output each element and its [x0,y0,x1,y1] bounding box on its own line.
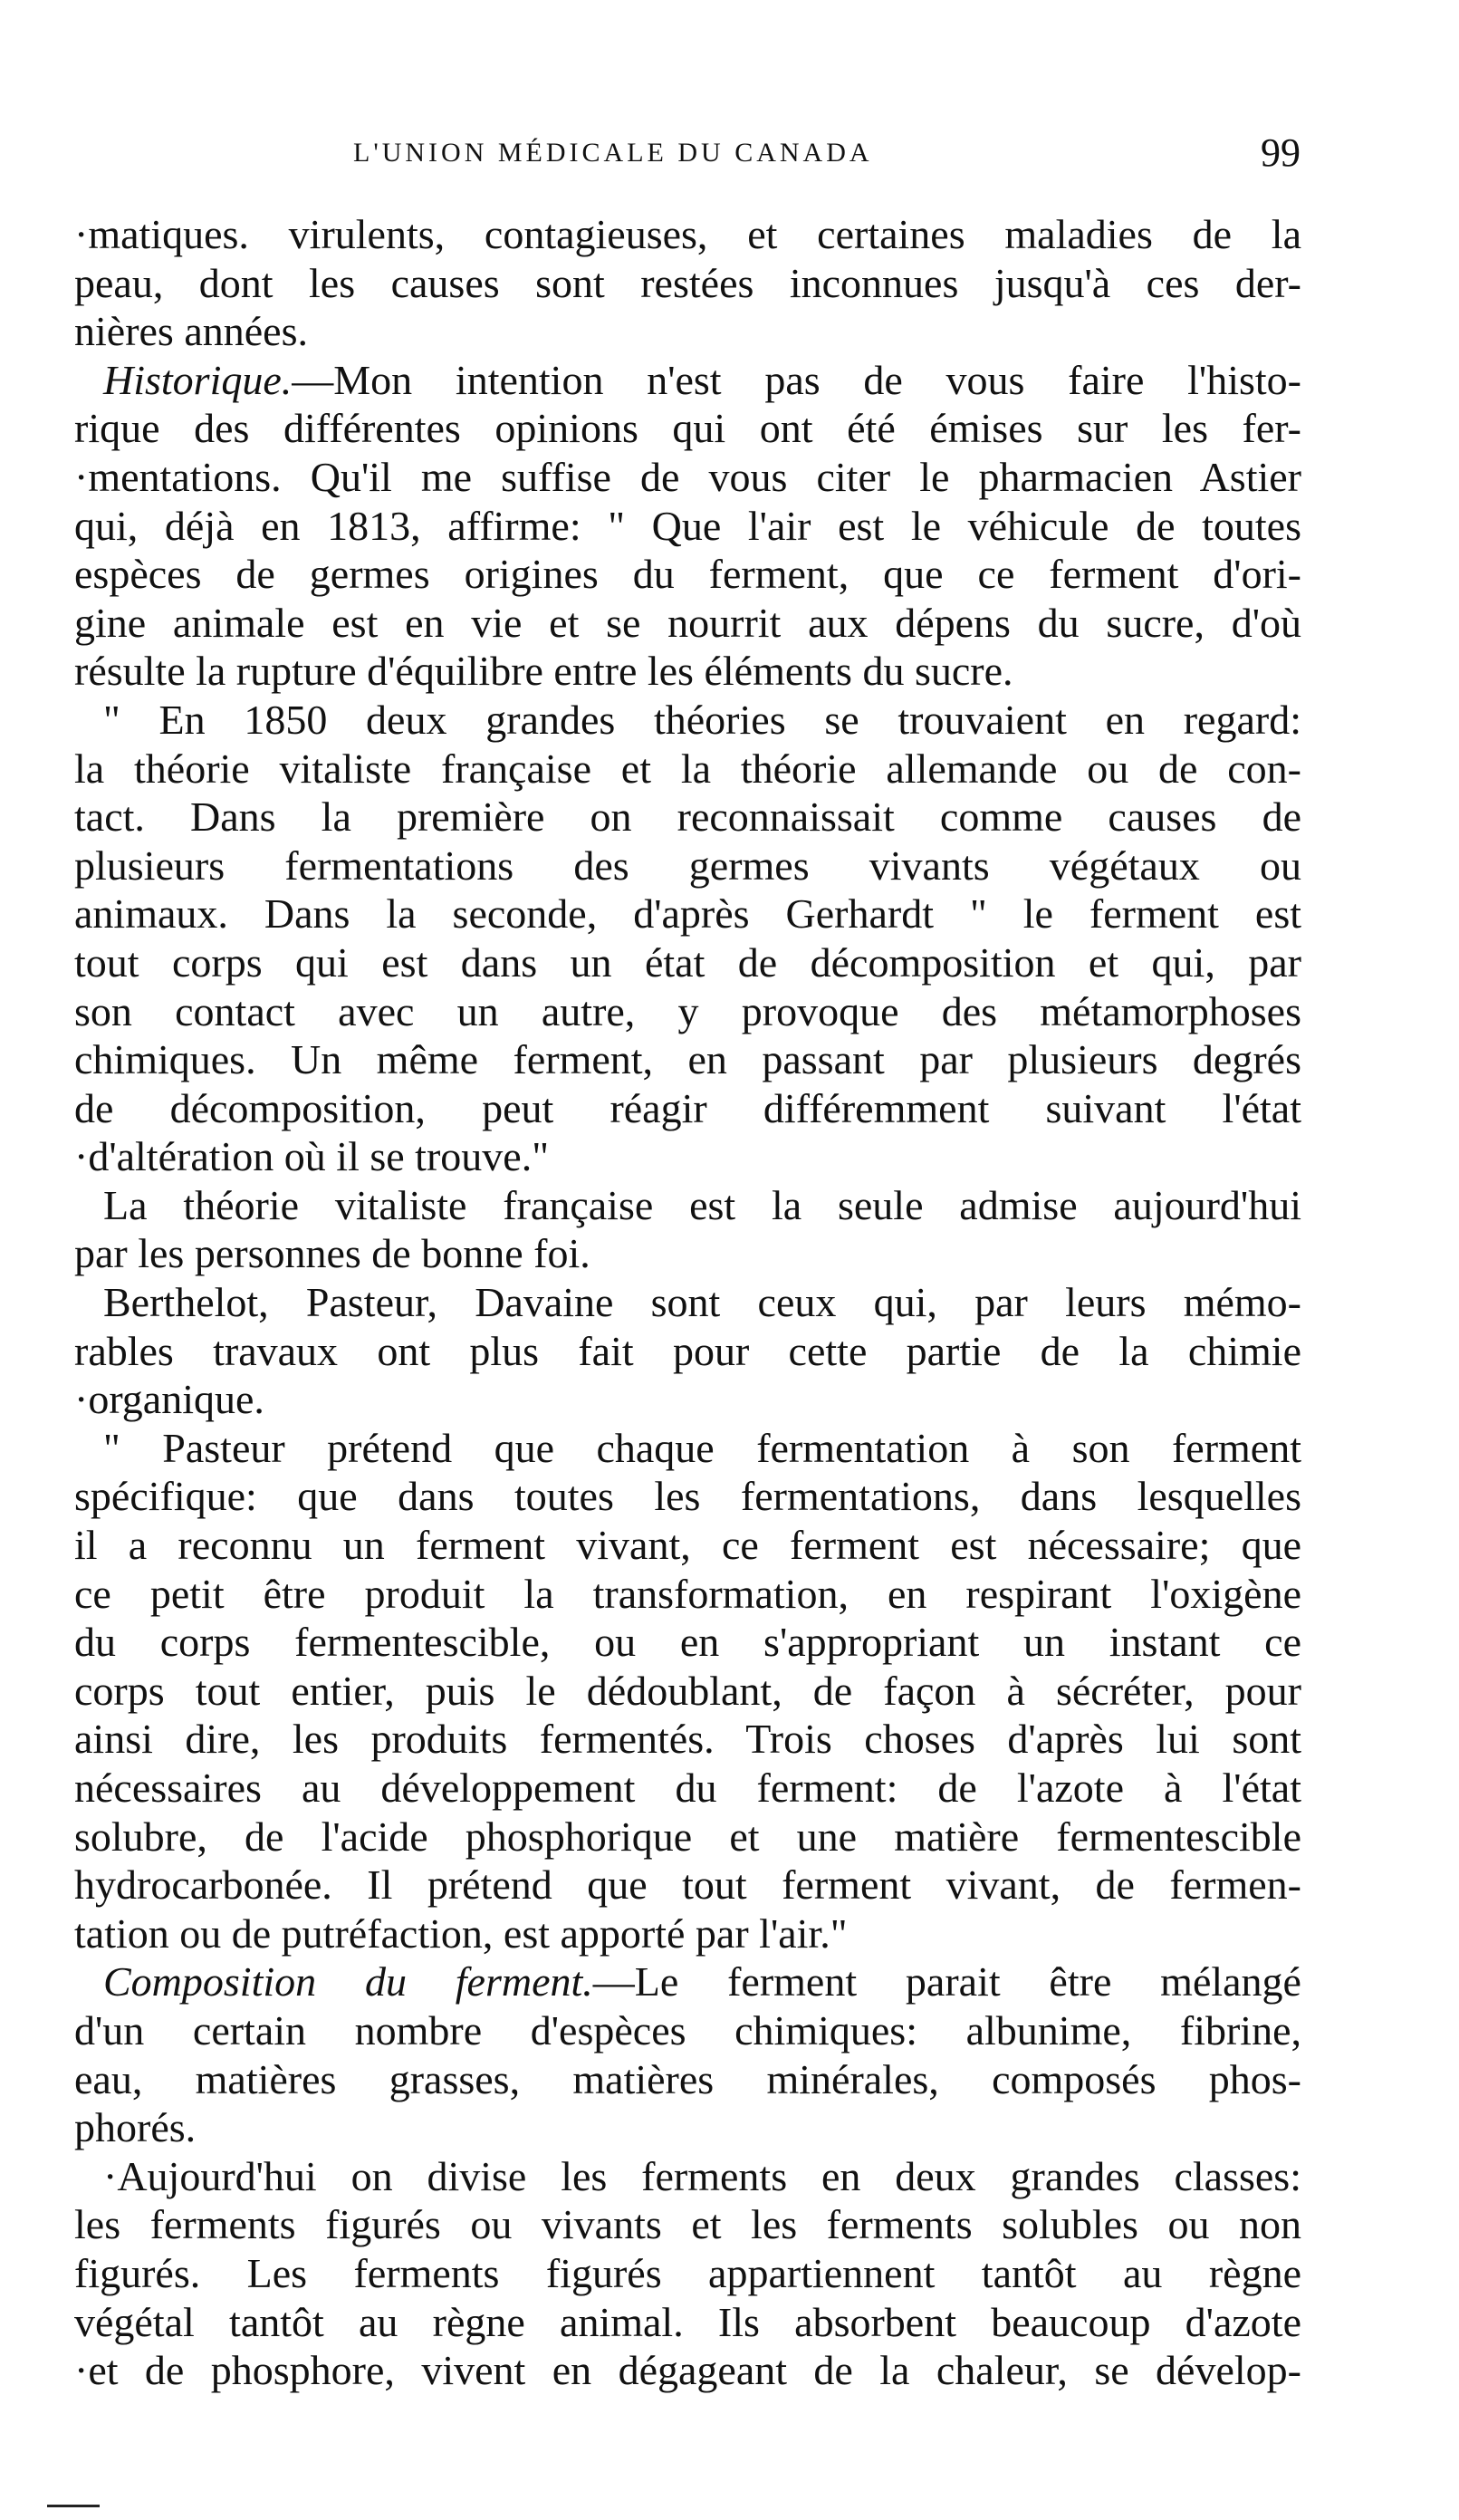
text-line: les ferments figurés ou vivants et les ferments solubles ou non [74,2201,1301,2248]
text-line: corps tout entier, puis le dédoublant, de façon à sécréter, pour [74,1667,1301,1714]
text-line: ·matiques. virulents, contagieuses, et certaines maladies de la [74,211,1301,257]
text-line: ·Aujourd'hui on divise les ferments en deux grandes classes: [103,2152,1301,2199]
text-line: animaux. Dans la seconde, d'après Gerhardt " le ferment est [74,890,1301,938]
text-line: résulte la rupture d'équilibre entre les éléments du sucre. [74,648,1013,695]
text-line: espèces de germes origines du ferment, que ce ferment d'ori- [74,551,1301,598]
text-line: spécifique: que dans toutes les fermentations, dans lesquelles [74,1473,1301,1520]
running-head: L'UNION MÉDICALE DU CANADA [353,138,873,168]
body-text [74,210,1301,2395]
text-line: ·et de phosphore, vivent en dégageant de la chaleur, se dévelop- [74,2347,1301,2394]
text-line: d'un certain nombre d'espèces chimiques: albunime, fibrine, [74,2006,1301,2054]
text-line: rables travaux ont plus fait pour cette partie de la chimie [74,1327,1301,1374]
paragraph-text: —Le ferment parait être mélangé [592,1958,1301,2005]
section-heading-composition: Composition du ferment. [103,1958,593,2005]
text-line: par les personnes de bonne foi. [74,1230,590,1277]
text-line: tout corps qui est dans un état de décomposition et qui, par [74,938,1301,986]
text-line: gine animale est en vie et se nourrit aux dépens du sucre, d'où [74,599,1301,646]
text-line: ·d'altération où il se trouve." [74,1133,549,1180]
page-number: 99 [1261,130,1301,175]
text-line: " En 1850 deux grandes théories se trouvaient en regard: [103,696,1301,743]
text-line: qui, déjà en 1813, affirme: " Que l'air est le véhicule de toutes [74,502,1301,549]
text-line: solubre, de l'acide phosphorique et une matière fermentescible [74,1813,1301,1860]
text-line: La théorie vitaliste française est la seule admise aujourd'hui [103,1181,1301,1228]
text-line: ainsi dire, les produits fermentés. Trois choses d'après lui sont [74,1716,1301,1763]
text-line: la théorie vitaliste française et la théorie allemande ou de con- [74,745,1301,792]
text-line: phorés. [74,2104,197,2151]
text-line: ce petit être produit la transformation, en respirant l'oxigène [74,1570,1301,1617]
section-heading-historique: Historique. [103,356,293,403]
text-line: il a reconnu un ferment vivant, ce ferment est nécessaire; que [74,1522,1301,1569]
text-line: rique des différentes opinions qui ont été émises sur les fer- [74,405,1301,452]
text-line: tation ou de putréfaction, est apporté par l'air." [74,1909,848,1957]
paragraph-text: —Mon intention n'est pas de vous faire l'histo- [292,356,1301,403]
text-line: du corps fermentescible, ou en s'appropriant un instant ce [74,1619,1301,1666]
text-line: tact. Dans la première on reconnaissait comme causes de [74,794,1301,841]
text-line: Berthelot, Pasteur, Davaine sont ceux qui, par leurs mémo- [103,1279,1301,1326]
text-line: nécessaires au développement du ferment: de l'azote à l'état [74,1765,1301,1811]
text-line [74,356,1301,405]
text-line: ·mentations. Qu'il me suffise de vous citer le pharmacien Astier [74,453,1301,500]
text-line: ·organique. [74,1376,264,1423]
text-line: peau, dont les causes sont restées inconnues jusqu'à ces der- [74,259,1301,306]
text-line: son contact avec un autre, y provoque des métamorphoses [74,987,1301,1034]
text-line: hydrocarbonée. Il prétend que tout ferment vivant, de fermen- [74,1861,1301,1909]
text-line: végétal tantôt au règne animal. Ils absorbent beaucoup d'azote [74,2298,1301,2345]
text-line: de décomposition, peut réagir différemment suivant l'état [74,1084,1301,1131]
text-line: " Pasteur prétend que chaque fermentation à son ferment [103,1424,1301,1471]
footer-rule [47,2505,100,2507]
text-line: eau, matières grasses, matières minérales, composés phos- [74,2055,1301,2102]
text-line [74,1957,1301,2006]
text-line: figurés. Les ferments figurés appartiennent tantôt au règne [74,2249,1301,2296]
text-line: chimiques. Un même ferment, en passant par plusieurs degrés [74,1036,1301,1083]
text-line: nières années. [74,308,308,355]
text-line: plusieurs fermentations des germes vivants végétaux ou [74,842,1301,889]
